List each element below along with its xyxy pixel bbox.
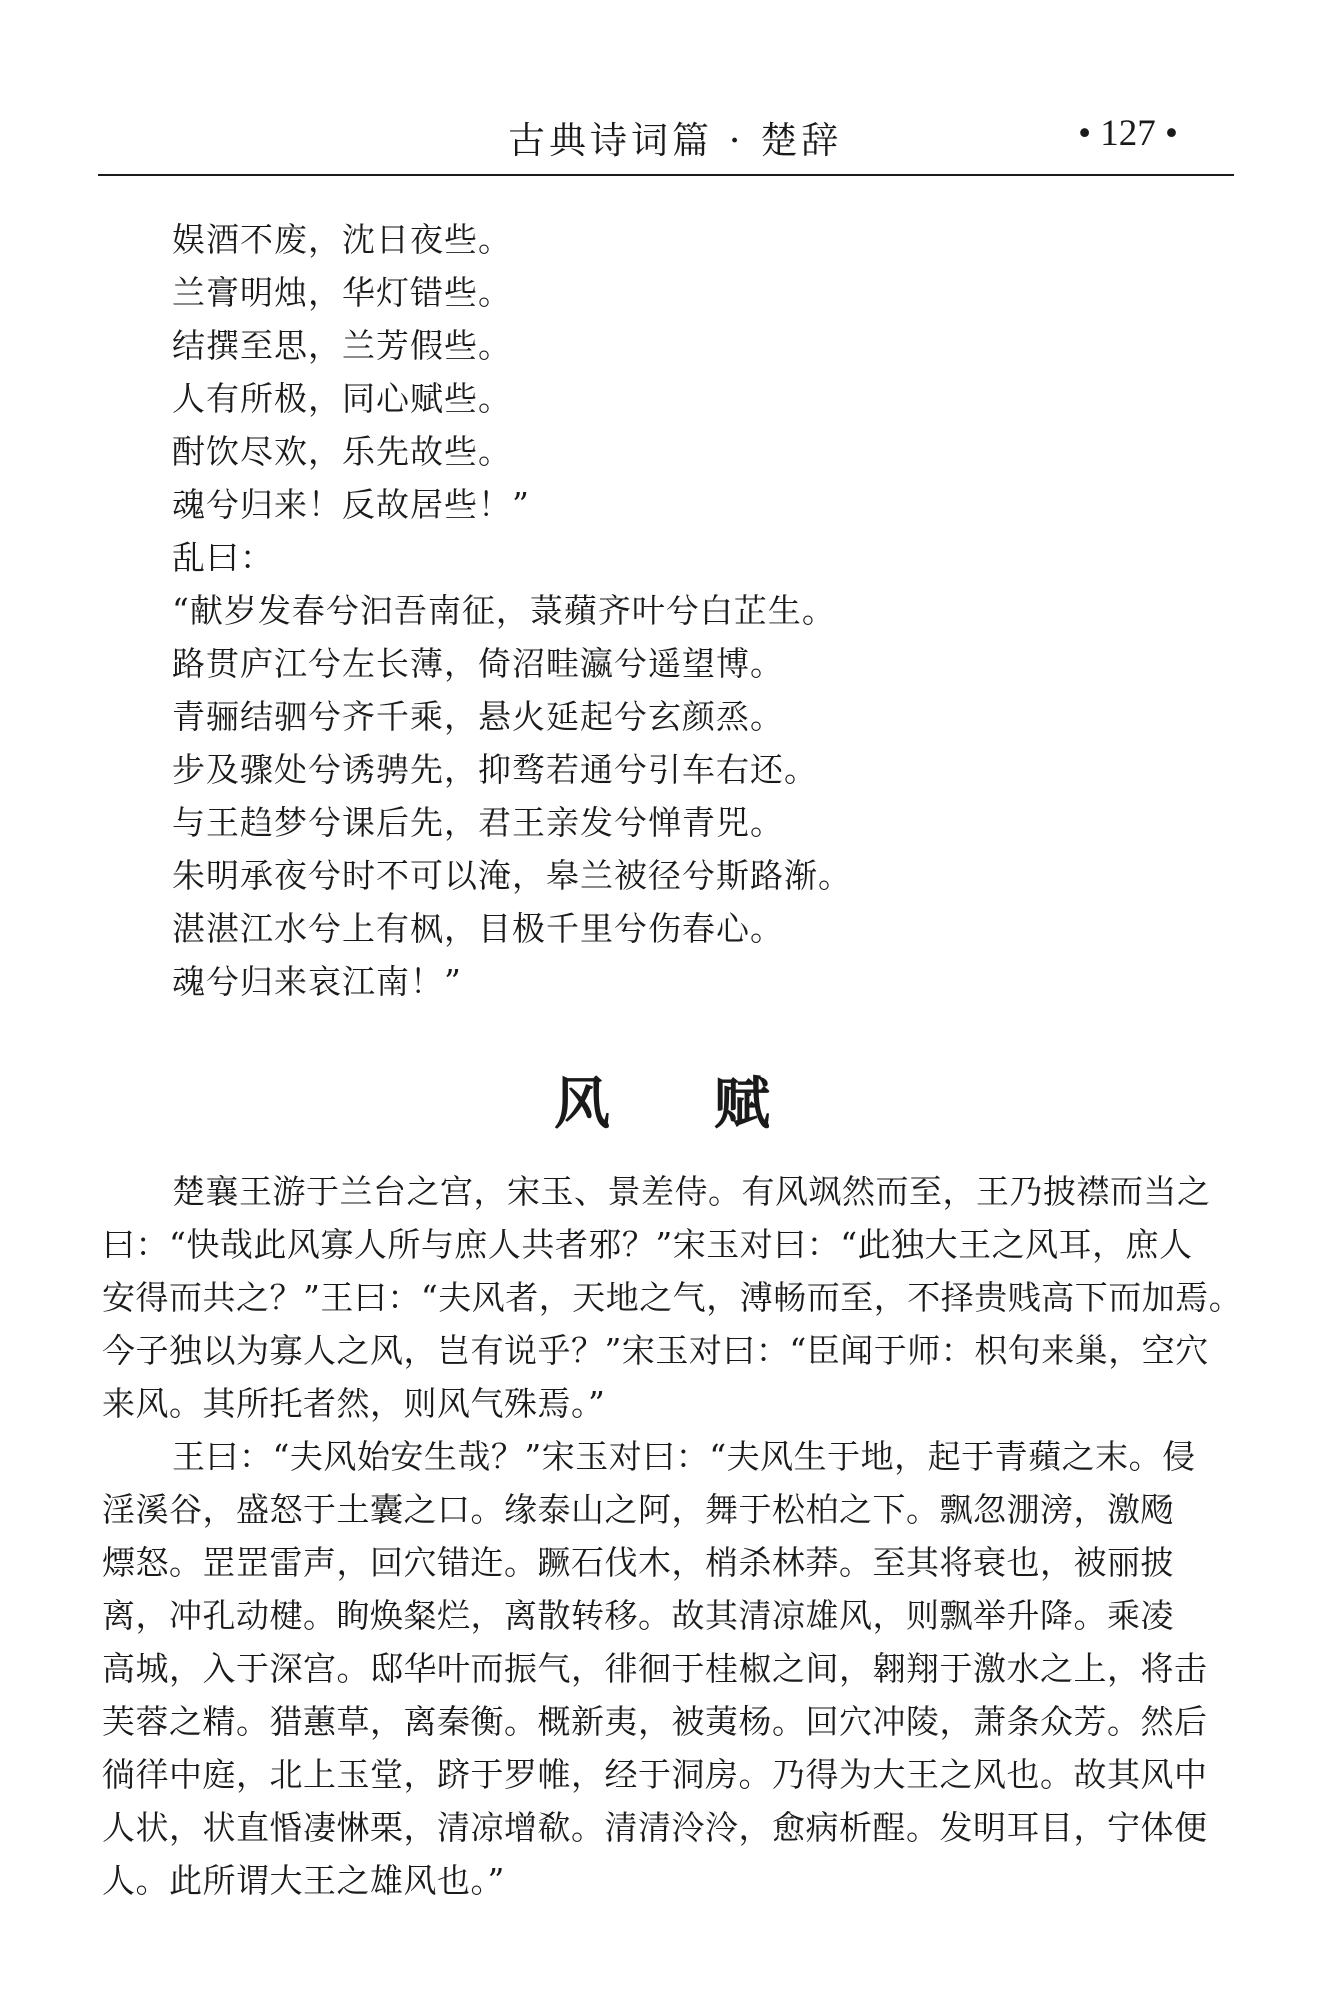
prose-line: 高城，入于深宫。邸华叶而振气，徘徊于桂椒之间，翱翔于激水之上，将击 [102, 1649, 1208, 1688]
poem-line: 青骊结驷兮齐千乘，悬火延起兮玄颜烝。 [172, 697, 784, 736]
prose-line: 离，冲孔动楗。眴焕粲烂，离散转移。故其清凉雄风，则飘举升降。乘凌 [102, 1596, 1174, 1635]
section-title-char: 赋 [714, 1072, 770, 1137]
poem-line: 人有所极，同心赋些。 [172, 379, 512, 418]
prose-block [102, 1165, 1243, 1907]
prose-line: 人。此所谓大王之雄风也。” [102, 1861, 505, 1900]
prose-line: 楚襄王游于兰台之宫，宋玉、景差侍。有风飒然而至，王乃披襟而当之 [172, 1172, 1211, 1211]
prose-line: 熛怒。罡罡雷声，回穴错迕。蹶石伐木，梢杀林莽。至其将衰也，被丽披 [102, 1543, 1174, 1582]
poem-line: 兰膏明烛，华灯错些。 [172, 273, 512, 312]
poem-line: 与王趋梦兮课后先，君王亲发兮惮青兕。 [172, 803, 784, 842]
prose-line: 今子独以为寡人之风，岂有说乎？”宋玉对曰：“臣闻于师：枳句来巢，空穴 [102, 1331, 1209, 1370]
prose-line: 安得而共之？”王曰：“夫风者，天地之气，溥畅而至，不择贵贱高下而加焉。 [102, 1278, 1243, 1317]
poem-line: “献岁发春兮汩吾南征，菉蘋齐叶兮白芷生。 [172, 591, 836, 630]
poem-line: 酎饮尽欢，乐先故些。 [172, 432, 512, 471]
section-title [0, 1060, 1324, 1140]
poem-block [172, 213, 852, 1008]
prose-line: 曰：“快哉此风寡人所与庶人共者邪？”宋玉对曰：“此独大王之风耳，庶人 [102, 1225, 1193, 1264]
page-number: • 127 • [1078, 113, 1178, 154]
prose-line: 淫溪谷，盛怒于土囊之口。缘泰山之阿，舞于松柏之下。飘忽淜滂，激飏 [102, 1490, 1174, 1529]
poem-line: 步及骤处兮诱骋先，抑骛若通兮引车右还。 [172, 750, 818, 789]
poem-line: 魂兮归来哀江南！” [172, 962, 462, 1001]
prose-line: 人状，状直惛凄惏栗，清凉增欷。清清泠泠，愈病析酲。发明耳目，宁体便 [102, 1808, 1208, 1847]
poem-line: 路贯庐江兮左长薄，倚沼畦瀛兮遥望博。 [172, 644, 784, 683]
poem-line: 湛湛江水兮上有枫，目极千里兮伤春心。 [172, 909, 784, 948]
prose-line: 芙蓉之精。猎蕙草，离秦衡。概新夷，被荑杨。回穴冲陵，萧条众芳。然后 [102, 1702, 1208, 1741]
poem-line: 朱明承夜兮时不可以淹，皋兰被径兮斯路渐。 [172, 856, 852, 895]
prose-line: 王曰：“夫风始安生哉？”宋玉对曰：“夫风生于地，起于青蘋之末。侵 [172, 1437, 1196, 1476]
poem-line: 乱曰： [172, 538, 274, 577]
poem-line: 结撰至思，兰芳假些。 [172, 326, 512, 365]
prose-line: 徜徉中庭，北上玉堂，跻于罗帷，经于洞房。乃得为大王之风也。故其风中 [102, 1755, 1208, 1794]
poem-line: 娱酒不废，沈日夜些。 [172, 220, 512, 259]
section-title-char: 风 [554, 1072, 610, 1137]
prose-line: 来风。其所托者然，则风气殊焉。” [102, 1384, 606, 1423]
header-title: 古典诗词篇 · 楚辞 [508, 119, 843, 162]
running-header [98, 100, 1234, 176]
poem-line: 魂兮归来！反故居些！” [172, 485, 530, 524]
